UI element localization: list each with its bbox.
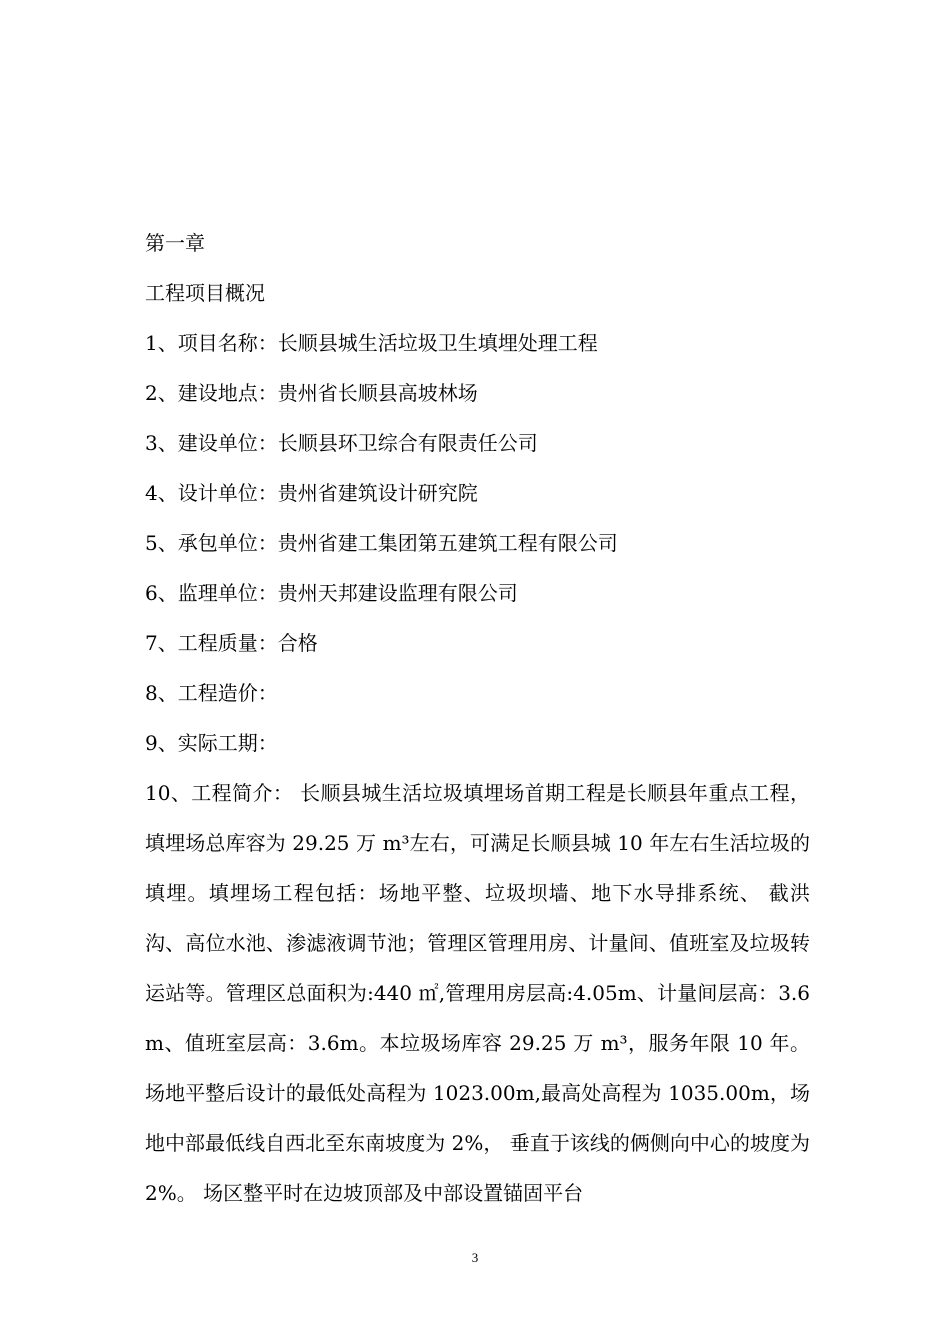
item-contractor: 5、承包单位：贵州省建工集团第五建筑工程有限公司	[145, 531, 618, 555]
item-owner: 3、建设单位：长顺县环卫综合有限责任公司	[145, 431, 538, 455]
document-body	[145, 218, 810, 1218]
item-cost: 8、工程造价：	[145, 681, 278, 705]
section-title: 工程项目概况	[145, 281, 265, 305]
chapter-heading: 第一章	[145, 231, 205, 255]
item-quality: 7、工程质量：合格	[145, 631, 318, 655]
page-number: 3	[471, 1250, 479, 1265]
project-intro-paragraph: 10、工程简介： 长顺县城生活垃圾填埋场首期工程是长顺县年重点工程，填埋场总库容为 29.25 万 m³左右，可满足长顺县城 10 年左右生活垃圾的填埋。填埋场工程包括：场地平整、垃圾坝墙、地下水导排系统、 截洪沟、高位水池、渗滤液调节池；管理区管理用房、计量间、值班室及垃圾转运站等。管理区总面积为:440 ㎡,管理用房层高:4.05m、计量间层高：3.6m、值班室层高：3.6m。本垃圾场库容 29.25 万 m³，服务年限 10 年。场地平整后设计的最低处高程为 1023.00m,最高处高程为 1035.00m，场地中部最低线自西北至东南坡度为 2%， 垂直于该线的俩侧向中心的坡度为 2%。 场区整平时在边坡顶部及中部设置锚固平台	[145, 781, 810, 1205]
item-duration: 9、实际工期：	[145, 731, 278, 755]
item-supervisor: 6、监理单位：贵州天邦建设监理有限公司	[145, 581, 518, 605]
item-project-name: 1、项目名称：长顺县城生活垃圾卫生填埋处理工程	[145, 331, 598, 355]
item-location: 2、建设地点：贵州省长顺县高坡林场	[145, 381, 478, 405]
item-designer: 4、设计单位：贵州省建筑设计研究院	[145, 481, 478, 505]
